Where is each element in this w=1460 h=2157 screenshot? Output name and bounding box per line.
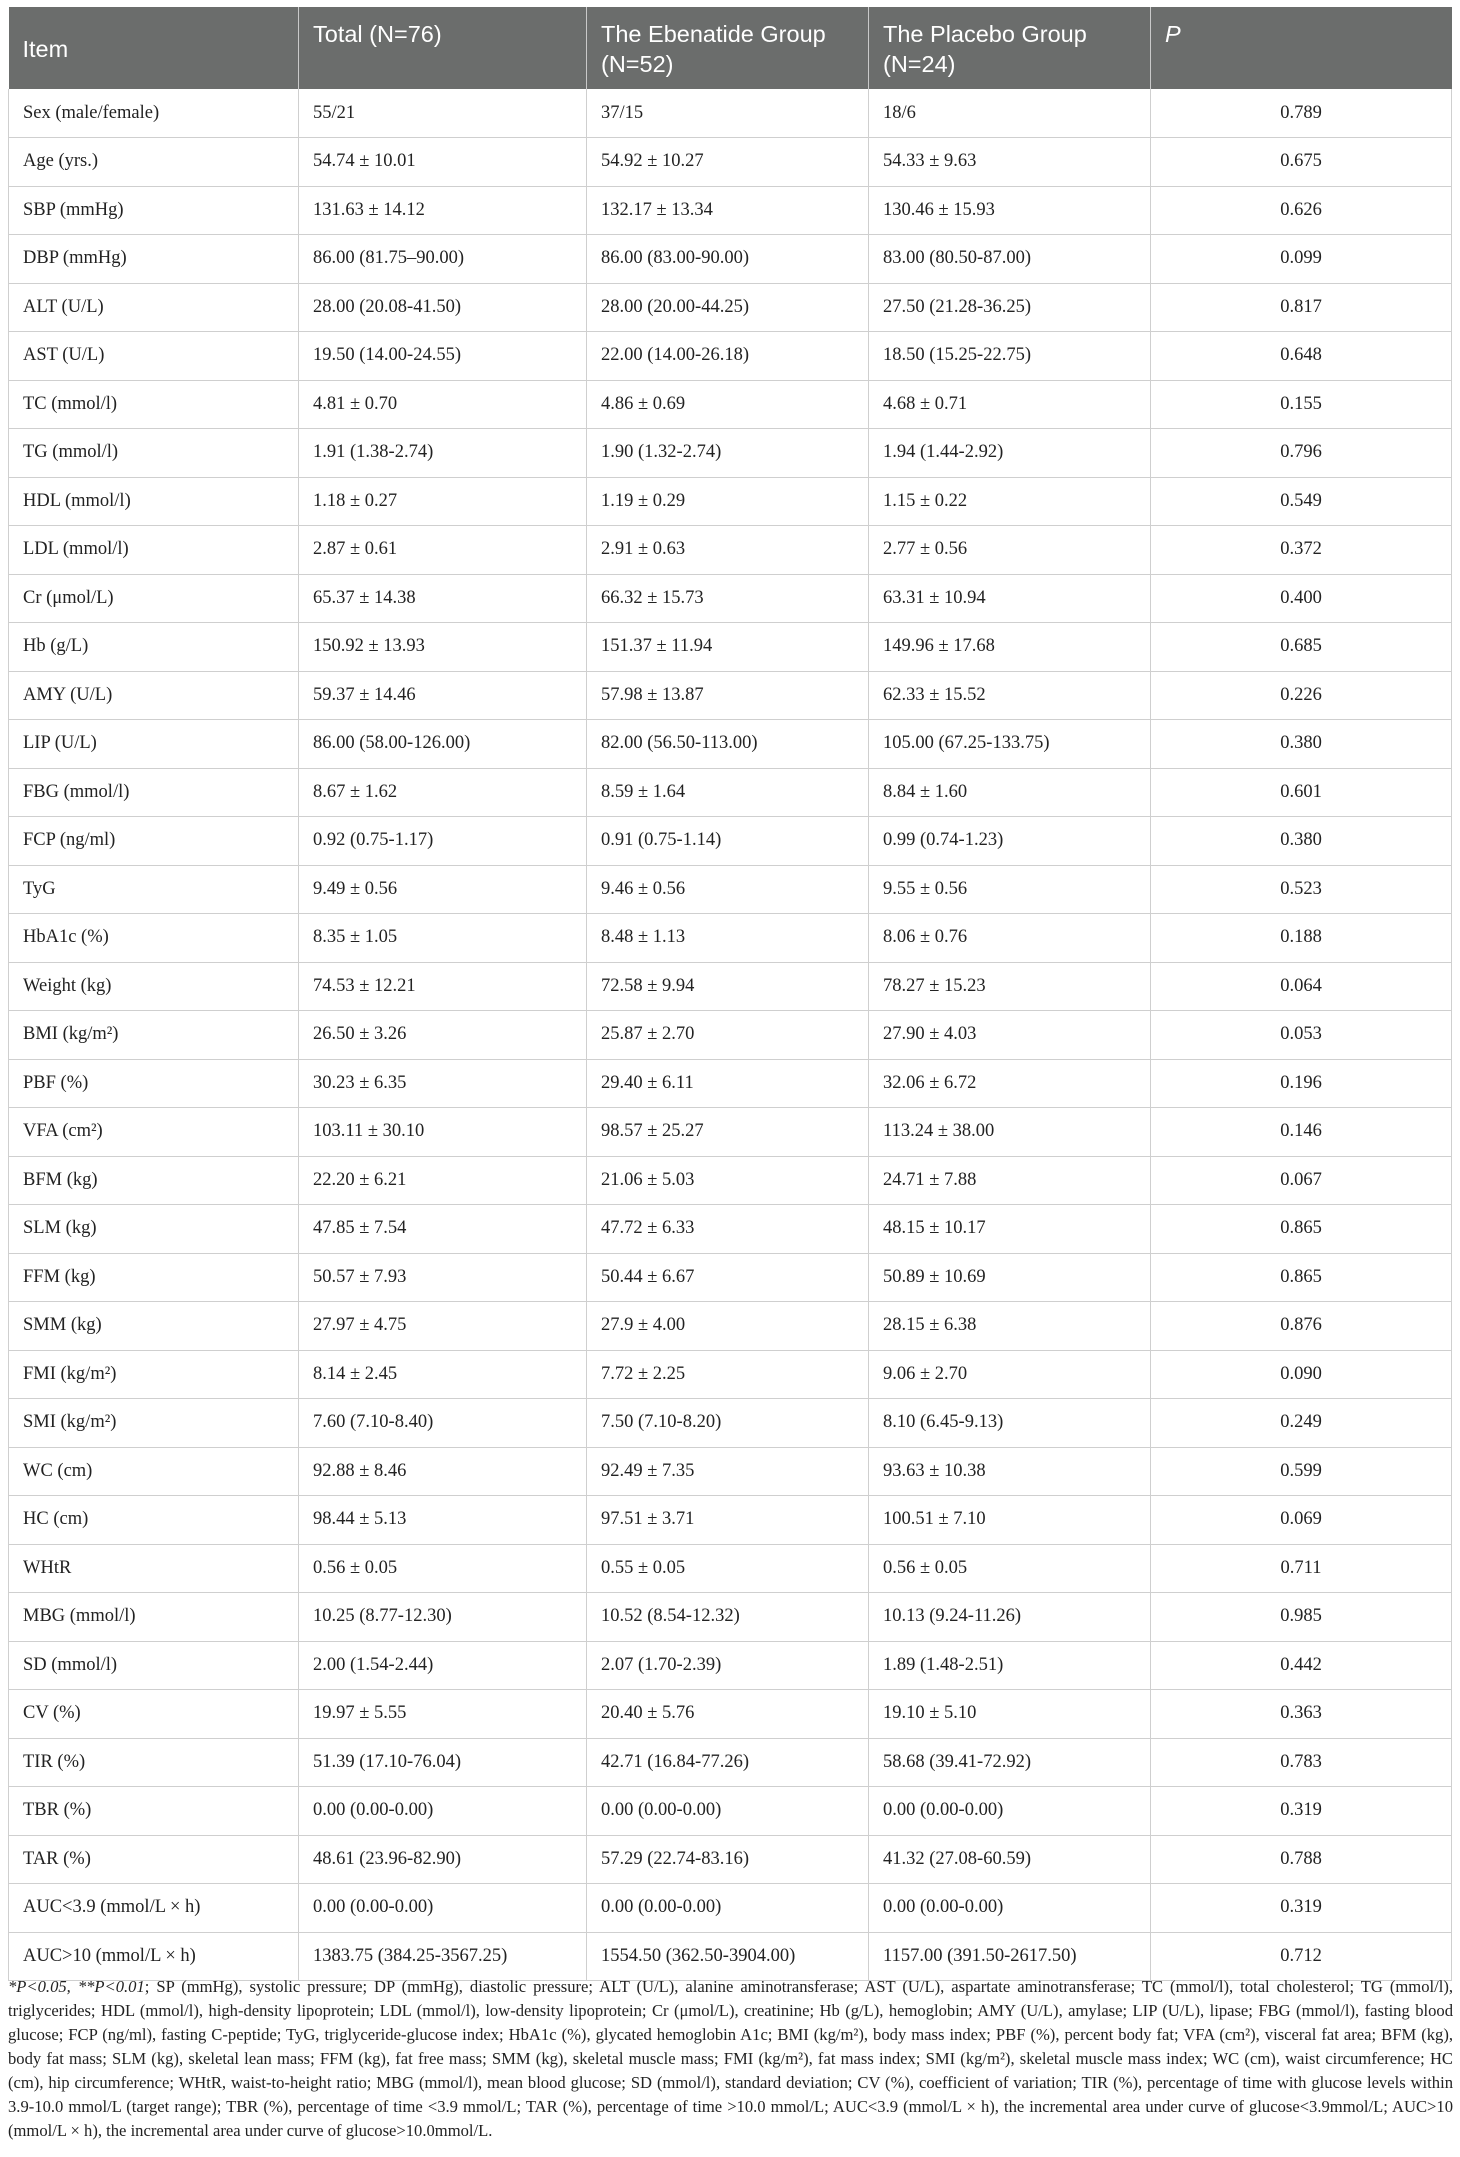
cell-item: AST (U/L) bbox=[9, 332, 299, 381]
cell-p-value: 0.796 bbox=[1151, 429, 1452, 478]
cell-item: ALT (U/L) bbox=[9, 283, 299, 332]
cell-placebo: 8.84 ± 1.60 bbox=[869, 768, 1151, 817]
cell-total: 50.57 ± 7.93 bbox=[299, 1253, 587, 1302]
cell-p-value: 0.685 bbox=[1151, 623, 1452, 672]
cell-p-value: 0.985 bbox=[1151, 1593, 1452, 1642]
cell-ebenatide: 82.00 (56.50-113.00) bbox=[587, 720, 869, 769]
cell-placebo: 27.50 (21.28-36.25) bbox=[869, 283, 1151, 332]
cell-total: 86.00 (81.75–90.00) bbox=[299, 235, 587, 284]
table-row bbox=[9, 1641, 1452, 1690]
cell-total: 92.88 ± 8.46 bbox=[299, 1447, 587, 1496]
cell-item: HDL (mmol/l) bbox=[9, 477, 299, 526]
cell-p-value: 0.400 bbox=[1151, 574, 1452, 623]
cell-ebenatide: 8.59 ± 1.64 bbox=[587, 768, 869, 817]
table-row bbox=[9, 1108, 1452, 1157]
cell-p-value: 0.817 bbox=[1151, 283, 1452, 332]
cell-total: 19.50 (14.00-24.55) bbox=[299, 332, 587, 381]
cell-item: TyG bbox=[9, 865, 299, 914]
cell-placebo: 1.94 (1.44-2.92) bbox=[869, 429, 1151, 478]
cell-total: 103.11 ± 30.10 bbox=[299, 1108, 587, 1157]
cell-placebo: 54.33 ± 9.63 bbox=[869, 138, 1151, 187]
cell-total: 55/21 bbox=[299, 89, 587, 138]
cell-placebo: 19.10 ± 5.10 bbox=[869, 1690, 1151, 1739]
cell-ebenatide: 29.40 ± 6.11 bbox=[587, 1059, 869, 1108]
cell-ebenatide: 21.06 ± 5.03 bbox=[587, 1156, 869, 1205]
table-row bbox=[9, 1593, 1452, 1642]
cell-placebo: 63.31 ± 10.94 bbox=[869, 574, 1151, 623]
table-row bbox=[9, 138, 1452, 187]
table-row bbox=[9, 865, 1452, 914]
table-row bbox=[9, 283, 1452, 332]
table-row bbox=[9, 1350, 1452, 1399]
cell-p-value: 0.380 bbox=[1151, 817, 1452, 866]
cell-item: AUC>10 (mmol/L × h) bbox=[9, 1932, 299, 1981]
header-p-value: P bbox=[1151, 7, 1452, 89]
cell-item: TAR (%) bbox=[9, 1835, 299, 1884]
cell-p-value: 0.249 bbox=[1151, 1399, 1452, 1448]
cell-ebenatide: 0.00 (0.00-0.00) bbox=[587, 1884, 869, 1933]
cell-p-value: 0.363 bbox=[1151, 1690, 1452, 1739]
table-row bbox=[9, 1205, 1452, 1254]
cell-placebo: 62.33 ± 15.52 bbox=[869, 671, 1151, 720]
table-row bbox=[9, 1253, 1452, 1302]
table-container bbox=[8, 7, 1451, 1981]
cell-p-value: 0.372 bbox=[1151, 526, 1452, 575]
cell-item: FMI (kg/m²) bbox=[9, 1350, 299, 1399]
cell-placebo: 1157.00 (391.50-2617.50) bbox=[869, 1932, 1151, 1981]
cell-p-value: 0.675 bbox=[1151, 138, 1452, 187]
footnote-significance-2: **P<0.01 bbox=[77, 1977, 145, 1996]
table-row bbox=[9, 1302, 1452, 1351]
table-row bbox=[9, 1884, 1452, 1933]
cell-ebenatide: 8.48 ± 1.13 bbox=[587, 914, 869, 963]
cell-item: WC (cm) bbox=[9, 1447, 299, 1496]
cell-item: WHtR bbox=[9, 1544, 299, 1593]
cell-total: 0.00 (0.00-0.00) bbox=[299, 1787, 587, 1836]
cell-p-value: 0.064 bbox=[1151, 962, 1452, 1011]
cell-p-value: 0.053 bbox=[1151, 1011, 1452, 1060]
cell-ebenatide: 1.90 (1.32-2.74) bbox=[587, 429, 869, 478]
cell-item: LDL (mmol/l) bbox=[9, 526, 299, 575]
cell-ebenatide: 20.40 ± 5.76 bbox=[587, 1690, 869, 1739]
cell-p-value: 0.711 bbox=[1151, 1544, 1452, 1593]
table-row bbox=[9, 1932, 1452, 1981]
table-row bbox=[9, 914, 1452, 963]
cell-placebo: 18.50 (15.25-22.75) bbox=[869, 332, 1151, 381]
cell-item: CV (%) bbox=[9, 1690, 299, 1739]
cell-total: 27.97 ± 4.75 bbox=[299, 1302, 587, 1351]
baseline-characteristics-table bbox=[8, 7, 1452, 1981]
cell-ebenatide: 57.29 (22.74-83.16) bbox=[587, 1835, 869, 1884]
cell-ebenatide: 37/15 bbox=[587, 89, 869, 138]
cell-item: Age (yrs.) bbox=[9, 138, 299, 187]
table-row bbox=[9, 526, 1452, 575]
cell-item: HC (cm) bbox=[9, 1496, 299, 1545]
header-ebenatide-group: The Ebenatide Group (N=52) bbox=[587, 7, 869, 89]
cell-p-value: 0.626 bbox=[1151, 186, 1452, 235]
header-total: Total (N=76) bbox=[299, 7, 587, 89]
cell-p-value: 0.380 bbox=[1151, 720, 1452, 769]
table-row bbox=[9, 1059, 1452, 1108]
header-placebo-group: The Placebo Group (N=24) bbox=[869, 7, 1151, 89]
cell-item: LIP (U/L) bbox=[9, 720, 299, 769]
cell-ebenatide: 28.00 (20.00-44.25) bbox=[587, 283, 869, 332]
cell-placebo: 0.99 (0.74-1.23) bbox=[869, 817, 1151, 866]
cell-item: TC (mmol/l) bbox=[9, 380, 299, 429]
cell-placebo: 18/6 bbox=[869, 89, 1151, 138]
cell-ebenatide: 54.92 ± 10.27 bbox=[587, 138, 869, 187]
cell-p-value: 0.069 bbox=[1151, 1496, 1452, 1545]
table-row bbox=[9, 671, 1452, 720]
cell-total: 28.00 (20.08-41.50) bbox=[299, 283, 587, 332]
cell-total: 2.87 ± 0.61 bbox=[299, 526, 587, 575]
cell-p-value: 0.712 bbox=[1151, 1932, 1452, 1981]
cell-ebenatide: 10.52 (8.54-12.32) bbox=[587, 1593, 869, 1642]
cell-ebenatide: 92.49 ± 7.35 bbox=[587, 1447, 869, 1496]
cell-placebo: 0.56 ± 0.05 bbox=[869, 1544, 1151, 1593]
cell-total: 54.74 ± 10.01 bbox=[299, 138, 587, 187]
table-row bbox=[9, 817, 1452, 866]
cell-placebo: 8.06 ± 0.76 bbox=[869, 914, 1151, 963]
cell-ebenatide: 0.00 (0.00-0.00) bbox=[587, 1787, 869, 1836]
cell-ebenatide: 9.46 ± 0.56 bbox=[587, 865, 869, 914]
cell-placebo: 9.55 ± 0.56 bbox=[869, 865, 1151, 914]
cell-ebenatide: 47.72 ± 6.33 bbox=[587, 1205, 869, 1254]
cell-p-value: 0.188 bbox=[1151, 914, 1452, 963]
table-row bbox=[9, 623, 1452, 672]
cell-placebo: 113.24 ± 38.00 bbox=[869, 1108, 1151, 1157]
cell-p-value: 0.099 bbox=[1151, 235, 1452, 284]
table-row bbox=[9, 1544, 1452, 1593]
cell-ebenatide: 97.51 ± 3.71 bbox=[587, 1496, 869, 1545]
table-row bbox=[9, 380, 1452, 429]
cell-ebenatide: 7.50 (7.10-8.20) bbox=[587, 1399, 869, 1448]
cell-item: SD (mmol/l) bbox=[9, 1641, 299, 1690]
cell-ebenatide: 66.32 ± 15.73 bbox=[587, 574, 869, 623]
cell-total: 59.37 ± 14.46 bbox=[299, 671, 587, 720]
cell-p-value: 0.319 bbox=[1151, 1787, 1452, 1836]
cell-p-value: 0.226 bbox=[1151, 671, 1452, 720]
cell-ebenatide: 50.44 ± 6.67 bbox=[587, 1253, 869, 1302]
cell-p-value: 0.155 bbox=[1151, 380, 1452, 429]
cell-total: 8.14 ± 2.45 bbox=[299, 1350, 587, 1399]
table-footnote bbox=[8, 1975, 1453, 2143]
cell-total: 8.35 ± 1.05 bbox=[299, 914, 587, 963]
cell-ebenatide: 7.72 ± 2.25 bbox=[587, 1350, 869, 1399]
cell-total: 0.92 (0.75-1.17) bbox=[299, 817, 587, 866]
cell-ebenatide: 151.37 ± 11.94 bbox=[587, 623, 869, 672]
footnote-abbreviations: ; SP (mmHg), systolic pressure; DP (mmHg), diastolic pressure; ALT (U/L), alanine aminotransferase; AST (U/L), aspartate aminotransferase; TC (mmol/l), total cholesterol; TG (mmol/l), triglycerides; HDL (mmol/l), high-density lipoprotein; LDL (mmol/l), low-density lipoprotein; Cr (μmol/L), creatinine; Hb (g/L), hemoglobin; AMY (U/L), amylase; LIP (U/L), lipase; FBG (mmol/l), fasting blood glucose; FCP (ng/ml), fasting C-peptide; TyG, triglyceride-glucose index; HbA1c (%), glycated hemoglobin A1c; BMI (kg/m²), body mass index; PBF (%), percent body fat; VFA (cm²), visceral fat area; BFM (kg), body fat mass; SLM (kg), skeletal lean mass; FFM (kg), fat free mass; SMM (kg), skeletal muscle mass; FMI (kg/m²), fat mass index; SMI (kg/m²), skeletal muscle mass index; WC (cm), waist circumference; HC (cm), hip circumference; WHtR, waist-to-height ratio; MBG (mmol/l), mean blood glucose; SD (mmol/l), standard deviation; CV (%), coefficient of variation; TIR (%), percentage of time with glucose levels within 3.9-10.0 mmol/L (target range); TBR (%), percentage of time <3.9 mmol/L; TAR (%), percentage of time >10.0 mmol/L; AUC<3.9 (mmol/L × h), the incremental area under curve of glucose<3.9mmol/L; AUC>10 (mmol/L × h), the incremental area under curve of glucose>10.0mmol/L. bbox=[8, 1977, 1453, 2140]
cell-ebenatide: 0.91 (0.75-1.14) bbox=[587, 817, 869, 866]
cell-total: 74.53 ± 12.21 bbox=[299, 962, 587, 1011]
cell-total: 8.67 ± 1.62 bbox=[299, 768, 587, 817]
cell-placebo: 10.13 (9.24-11.26) bbox=[869, 1593, 1151, 1642]
table-row bbox=[9, 235, 1452, 284]
cell-p-value: 0.442 bbox=[1151, 1641, 1452, 1690]
table-row bbox=[9, 1787, 1452, 1836]
cell-ebenatide: 22.00 (14.00-26.18) bbox=[587, 332, 869, 381]
cell-ebenatide: 25.87 ± 2.70 bbox=[587, 1011, 869, 1060]
cell-total: 1.91 (1.38-2.74) bbox=[299, 429, 587, 478]
cell-item: FBG (mmol/l) bbox=[9, 768, 299, 817]
cell-p-value: 0.067 bbox=[1151, 1156, 1452, 1205]
cell-placebo: 0.00 (0.00-0.00) bbox=[869, 1787, 1151, 1836]
cell-total: 26.50 ± 3.26 bbox=[299, 1011, 587, 1060]
cell-ebenatide: 2.91 ± 0.63 bbox=[587, 526, 869, 575]
cell-placebo: 58.68 (39.41-72.92) bbox=[869, 1738, 1151, 1787]
cell-placebo: 28.15 ± 6.38 bbox=[869, 1302, 1151, 1351]
table-row bbox=[9, 962, 1452, 1011]
cell-total: 47.85 ± 7.54 bbox=[299, 1205, 587, 1254]
cell-total: 19.97 ± 5.55 bbox=[299, 1690, 587, 1739]
cell-placebo: 27.90 ± 4.03 bbox=[869, 1011, 1151, 1060]
cell-ebenatide: 42.71 (16.84-77.26) bbox=[587, 1738, 869, 1787]
table-row bbox=[9, 1690, 1452, 1739]
cell-item: BFM (kg) bbox=[9, 1156, 299, 1205]
cell-item: TIR (%) bbox=[9, 1738, 299, 1787]
cell-p-value: 0.599 bbox=[1151, 1447, 1452, 1496]
cell-placebo: 48.15 ± 10.17 bbox=[869, 1205, 1151, 1254]
cell-item: Sex (male/female) bbox=[9, 89, 299, 138]
cell-placebo: 100.51 ± 7.10 bbox=[869, 1496, 1151, 1545]
cell-item: PBF (%) bbox=[9, 1059, 299, 1108]
table-row bbox=[9, 1011, 1452, 1060]
cell-item: SMM (kg) bbox=[9, 1302, 299, 1351]
cell-item: HbA1c (%) bbox=[9, 914, 299, 963]
header-item: Item bbox=[9, 7, 299, 89]
table-row bbox=[9, 186, 1452, 235]
cell-total: 30.23 ± 6.35 bbox=[299, 1059, 587, 1108]
cell-ebenatide: 1554.50 (362.50-3904.00) bbox=[587, 1932, 869, 1981]
cell-total: 131.63 ± 14.12 bbox=[299, 186, 587, 235]
cell-item: SMI (kg/m²) bbox=[9, 1399, 299, 1448]
cell-p-value: 0.196 bbox=[1151, 1059, 1452, 1108]
table-row bbox=[9, 429, 1452, 478]
cell-ebenatide: 0.55 ± 0.05 bbox=[587, 1544, 869, 1593]
cell-p-value: 0.549 bbox=[1151, 477, 1452, 526]
cell-total: 2.00 (1.54-2.44) bbox=[299, 1641, 587, 1690]
cell-ebenatide: 57.98 ± 13.87 bbox=[587, 671, 869, 720]
cell-total: 98.44 ± 5.13 bbox=[299, 1496, 587, 1545]
cell-item: Cr (μmol/L) bbox=[9, 574, 299, 623]
cell-placebo: 130.46 ± 15.93 bbox=[869, 186, 1151, 235]
cell-placebo: 83.00 (80.50-87.00) bbox=[869, 235, 1151, 284]
cell-item: SBP (mmHg) bbox=[9, 186, 299, 235]
cell-total: 7.60 (7.10-8.40) bbox=[299, 1399, 587, 1448]
cell-p-value: 0.788 bbox=[1151, 1835, 1452, 1884]
cell-item: AMY (U/L) bbox=[9, 671, 299, 720]
cell-total: 1383.75 (384.25-3567.25) bbox=[299, 1932, 587, 1981]
cell-p-value: 0.648 bbox=[1151, 332, 1452, 381]
cell-item: VFA (cm²) bbox=[9, 1108, 299, 1157]
cell-p-value: 0.865 bbox=[1151, 1253, 1452, 1302]
cell-item: Hb (g/L) bbox=[9, 623, 299, 672]
cell-item: DBP (mmHg) bbox=[9, 235, 299, 284]
cell-placebo: 50.89 ± 10.69 bbox=[869, 1253, 1151, 1302]
cell-item: MBG (mmol/l) bbox=[9, 1593, 299, 1642]
cell-p-value: 0.523 bbox=[1151, 865, 1452, 914]
table-row bbox=[9, 1496, 1452, 1545]
cell-ebenatide: 27.9 ± 4.00 bbox=[587, 1302, 869, 1351]
cell-placebo: 41.32 (27.08-60.59) bbox=[869, 1835, 1151, 1884]
cell-placebo: 8.10 (6.45-9.13) bbox=[869, 1399, 1151, 1448]
cell-item: TG (mmol/l) bbox=[9, 429, 299, 478]
table-row bbox=[9, 1447, 1452, 1496]
cell-total: 9.49 ± 0.56 bbox=[299, 865, 587, 914]
cell-p-value: 0.146 bbox=[1151, 1108, 1452, 1157]
cell-total: 0.00 (0.00-0.00) bbox=[299, 1884, 587, 1933]
cell-item: BMI (kg/m²) bbox=[9, 1011, 299, 1060]
table-row bbox=[9, 1738, 1452, 1787]
cell-item: FFM (kg) bbox=[9, 1253, 299, 1302]
cell-placebo: 1.89 (1.48-2.51) bbox=[869, 1641, 1151, 1690]
table-body bbox=[9, 89, 1452, 1981]
cell-p-value: 0.090 bbox=[1151, 1350, 1452, 1399]
cell-placebo: 1.15 ± 0.22 bbox=[869, 477, 1151, 526]
table-row bbox=[9, 1156, 1452, 1205]
cell-item: FCP (ng/ml) bbox=[9, 817, 299, 866]
cell-ebenatide: 86.00 (83.00-90.00) bbox=[587, 235, 869, 284]
cell-total: 0.56 ± 0.05 bbox=[299, 1544, 587, 1593]
cell-placebo: 105.00 (67.25-133.75) bbox=[869, 720, 1151, 769]
cell-ebenatide: 2.07 (1.70-2.39) bbox=[587, 1641, 869, 1690]
table-row bbox=[9, 89, 1452, 138]
table-header-row bbox=[9, 7, 1452, 89]
cell-total: 150.92 ± 13.93 bbox=[299, 623, 587, 672]
cell-ebenatide: 98.57 ± 25.27 bbox=[587, 1108, 869, 1157]
cell-placebo: 4.68 ± 0.71 bbox=[869, 380, 1151, 429]
cell-placebo: 149.96 ± 17.68 bbox=[869, 623, 1151, 672]
table-row bbox=[9, 1835, 1452, 1884]
cell-total: 48.61 (23.96-82.90) bbox=[299, 1835, 587, 1884]
cell-item: SLM (kg) bbox=[9, 1205, 299, 1254]
cell-p-value: 0.865 bbox=[1151, 1205, 1452, 1254]
cell-item: TBR (%) bbox=[9, 1787, 299, 1836]
footnote-significance-1: *P<0.05, bbox=[8, 1977, 78, 1996]
cell-p-value: 0.783 bbox=[1151, 1738, 1452, 1787]
cell-total: 4.81 ± 0.70 bbox=[299, 380, 587, 429]
cell-item: AUC<3.9 (mmol/L × h) bbox=[9, 1884, 299, 1933]
table-row bbox=[9, 768, 1452, 817]
cell-total: 10.25 (8.77-12.30) bbox=[299, 1593, 587, 1642]
cell-placebo: 93.63 ± 10.38 bbox=[869, 1447, 1151, 1496]
table-row bbox=[9, 477, 1452, 526]
table-row bbox=[9, 720, 1452, 769]
cell-placebo: 9.06 ± 2.70 bbox=[869, 1350, 1151, 1399]
cell-ebenatide: 72.58 ± 9.94 bbox=[587, 962, 869, 1011]
cell-total: 65.37 ± 14.38 bbox=[299, 574, 587, 623]
cell-total: 22.20 ± 6.21 bbox=[299, 1156, 587, 1205]
cell-total: 1.18 ± 0.27 bbox=[299, 477, 587, 526]
cell-p-value: 0.789 bbox=[1151, 89, 1452, 138]
cell-placebo: 78.27 ± 15.23 bbox=[869, 962, 1151, 1011]
table-row bbox=[9, 574, 1452, 623]
cell-placebo: 32.06 ± 6.72 bbox=[869, 1059, 1151, 1108]
table-row bbox=[9, 332, 1452, 381]
cell-item: Weight (kg) bbox=[9, 962, 299, 1011]
cell-total: 86.00 (58.00-126.00) bbox=[299, 720, 587, 769]
cell-p-value: 0.876 bbox=[1151, 1302, 1452, 1351]
cell-ebenatide: 1.19 ± 0.29 bbox=[587, 477, 869, 526]
cell-total: 51.39 (17.10-76.04) bbox=[299, 1738, 587, 1787]
cell-p-value: 0.601 bbox=[1151, 768, 1452, 817]
cell-ebenatide: 132.17 ± 13.34 bbox=[587, 186, 869, 235]
cell-placebo: 24.71 ± 7.88 bbox=[869, 1156, 1151, 1205]
cell-placebo: 2.77 ± 0.56 bbox=[869, 526, 1151, 575]
cell-p-value: 0.319 bbox=[1151, 1884, 1452, 1933]
cell-ebenatide: 4.86 ± 0.69 bbox=[587, 380, 869, 429]
cell-placebo: 0.00 (0.00-0.00) bbox=[869, 1884, 1151, 1933]
table-row bbox=[9, 1399, 1452, 1448]
